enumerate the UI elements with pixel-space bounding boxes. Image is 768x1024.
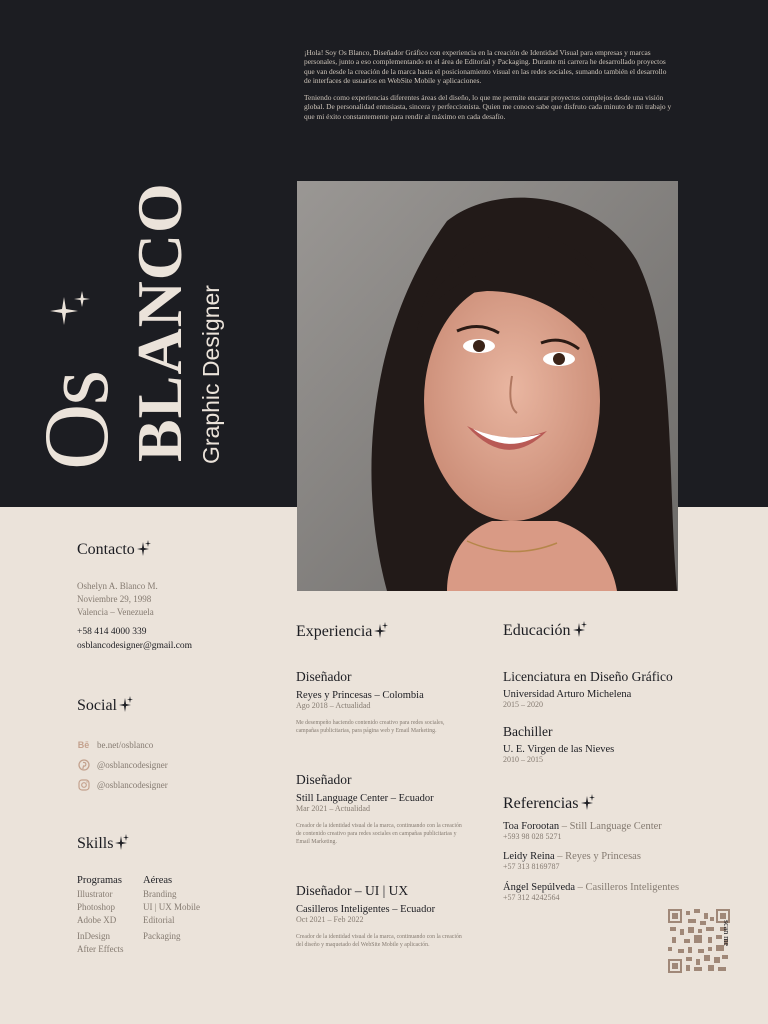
intro-paragraph-1: ¡Hola! Soy Os Blanco, Diseñador Gráfico con experiencia en la creación de Identidad Visual para empresas y marcas personales, junto a eso complementando en el área de Editorial y Packaging. Durante mi carrera he desarrollado proyectos que van desde la creación de la marca hasta el posicionamiento visual en las redes sociales, sumando también el desarrollo de interfaces de usuarios en WebSite Mobile y aplicaciones. xyxy=(304,48,667,85)
skills-programs-heading: Programas xyxy=(77,875,122,886)
skill-item: UI | UX Mobile xyxy=(143,902,201,912)
experience-heading: Experiencia xyxy=(296,622,388,641)
reference-name: Leidy Reina xyxy=(503,851,555,862)
instagram-icon xyxy=(77,779,90,792)
contact-city: Valencia – Venezuela xyxy=(77,607,154,617)
education-heading: Educación xyxy=(503,621,587,640)
skill-item: After Effects xyxy=(77,944,124,954)
contact-heading: Contacto xyxy=(77,540,151,559)
name-last: BLANCO xyxy=(124,182,195,462)
sparkle-icon xyxy=(573,621,587,637)
qr-caption: scan me xyxy=(722,920,731,946)
profile-photo xyxy=(297,181,678,591)
job-organization: Casilleros Inteligentes – Ecuador xyxy=(296,904,436,915)
reference-name: Toa Forootan xyxy=(503,821,560,832)
reference-item-2 xyxy=(503,851,641,871)
social-heading: Social xyxy=(77,696,133,715)
experience-job-3 xyxy=(296,883,468,950)
skill-item: InDesign xyxy=(77,931,110,941)
social-item-behance[interactable]: Bē be.net/osblanco xyxy=(77,739,154,750)
skills-areas-heading: Aéreas xyxy=(143,875,173,886)
sparkle-icon xyxy=(119,696,133,712)
job-description: Me desempeño haciendo contenido creativo para redes sociales, campañas publicitarias, para página web y Email Marketing. xyxy=(296,720,445,734)
skills-programs xyxy=(77,873,124,956)
skill-item: Illustrator xyxy=(77,889,113,899)
sparkle-icon xyxy=(581,794,595,810)
reference-item-3 xyxy=(503,882,679,902)
reference-item-1 xyxy=(503,821,662,841)
reference-name: Ángel Sepúlveda xyxy=(503,882,576,893)
reference-phone[interactable]: +57 312 4242564 xyxy=(503,893,560,902)
job-organization: Reyes y Princesas – Colombia xyxy=(296,690,424,701)
education-date: 2015 – 2020 xyxy=(503,700,543,709)
references-heading: Referencias xyxy=(503,794,595,813)
job-role: Graphic Designer xyxy=(198,285,224,464)
skills-areas xyxy=(143,873,200,943)
job-description: Creador de la identidad visual de la marca, continuando con la creación del diseño y maquetado del WebSite Mobile y aplicación. xyxy=(296,934,462,948)
reference-org: – Casilleros Inteligentes xyxy=(577,882,680,893)
contact-birth: Noviembre 29, 1998 xyxy=(77,594,152,604)
sparkle-icon xyxy=(137,540,151,556)
reference-phone[interactable]: +57 313 8169787 xyxy=(503,862,560,871)
contact-phone[interactable]: +58 414 4000 339 xyxy=(77,627,147,637)
contact-full-name: Oshelyn A. Blanco M. xyxy=(77,581,158,591)
skill-item: Photoshop xyxy=(77,902,116,912)
contact-email[interactable]: osblancodesigner@gmail.com xyxy=(77,641,193,651)
reference-org: – Reyes y Princesas xyxy=(557,851,641,862)
education-item-2 xyxy=(503,724,614,764)
experience-job-1 xyxy=(296,669,468,736)
education-organization: U. E. Virgen de las Nieves xyxy=(503,744,615,755)
intro-paragraph-2: Teniendo como experiencias diferentes áreas del diseño, lo que me permite encarar proyectos complejos desde una visión global. De personalidad entusiasta, sincera y perfeccionista. Quien me conoce sabe que disfruto cada minuto de mi trabajo y que mi éxito constantemente para rendir al máximo en cada desafío. xyxy=(304,93,672,121)
skill-item: Editorial xyxy=(143,915,175,925)
job-title: Diseñador xyxy=(296,669,352,684)
social-list xyxy=(77,735,168,795)
job-description: Creador de la identidad visual de la marca, continuando con la creación de contenido creativo para redes sociales en campañas publicitarias y Email Marketing. xyxy=(296,823,462,845)
education-date: 2010 – 2015 xyxy=(503,755,543,764)
sparkle-icon xyxy=(374,622,388,638)
qr-code[interactable] xyxy=(668,909,730,973)
skill-item: Packaging xyxy=(143,931,181,941)
reference-org: – Still Language Center xyxy=(561,821,662,832)
education-organization: Universidad Arturo Michelena xyxy=(503,689,632,700)
job-date: Ago 2018 – Actualidad xyxy=(296,701,371,710)
job-organization: Still Language Center – Ecuador xyxy=(296,793,434,804)
skill-item: Branding xyxy=(143,889,177,899)
name-first: Os xyxy=(25,371,127,470)
pinterest-icon xyxy=(77,759,90,772)
sparkle-icon xyxy=(50,291,94,332)
contact-details xyxy=(77,580,192,653)
education-title: Bachiller xyxy=(503,724,553,739)
job-title: Diseñador – UI | UX xyxy=(296,883,409,898)
experience-job-2 xyxy=(296,772,468,846)
behance-icon: Bē xyxy=(77,740,90,750)
reference-phone[interactable]: +593 98 028 5271 xyxy=(503,832,562,841)
education-title: Licenciatura en Diseño Gráfico xyxy=(503,669,673,684)
intro-text xyxy=(304,48,674,129)
skills-heading: Skills xyxy=(77,834,129,853)
job-date: Oct 2021 – Feb 2022 xyxy=(296,915,364,924)
skill-item: Adobe XD xyxy=(77,915,117,925)
sparkle-icon xyxy=(115,834,129,850)
job-title: Diseñador xyxy=(296,772,352,787)
job-date: Mar 2021 – Actualidad xyxy=(296,804,370,813)
social-item-instagram[interactable]: @osblancodesigner xyxy=(77,775,168,795)
education-item-1 xyxy=(503,669,673,709)
social-item-pinterest[interactable]: @osblancodesigner xyxy=(77,755,168,775)
